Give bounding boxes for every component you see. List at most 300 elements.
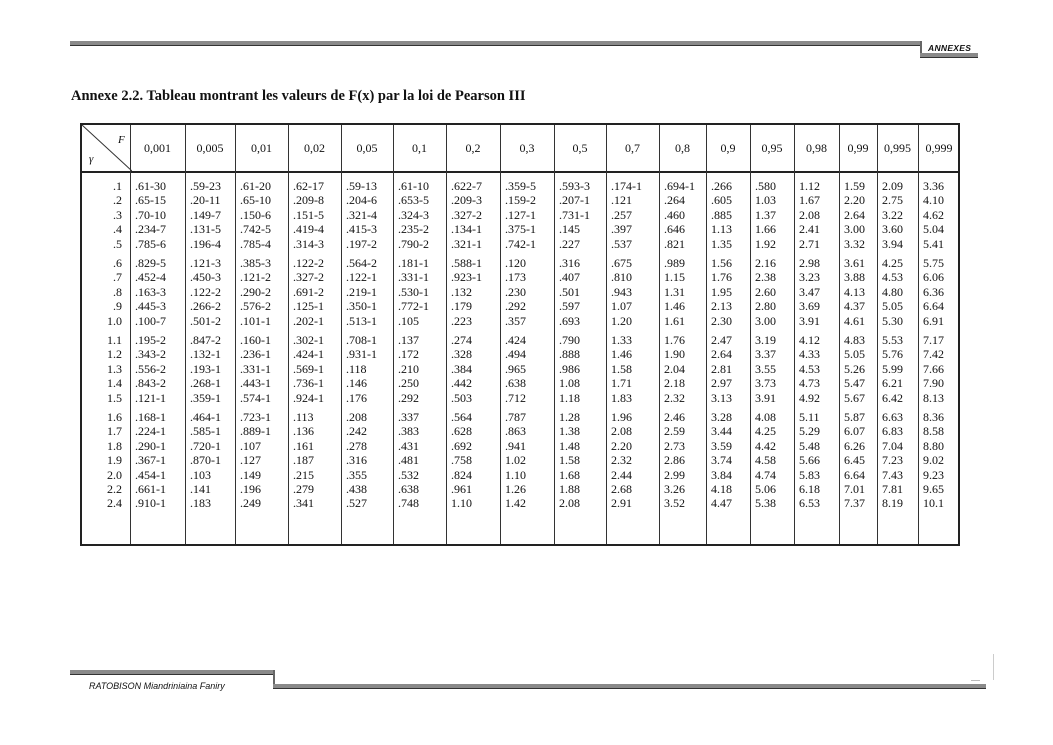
table-cell: 1.68: [559, 467, 580, 482]
table-cell: 3.47: [799, 284, 820, 299]
table-cell: .847-2: [190, 333, 221, 347]
table-cell: 3.28: [711, 410, 732, 424]
table-cell: 3.59: [711, 438, 732, 453]
gamma-value: 1.6: [107, 410, 122, 424]
table-cell: .576-2: [240, 299, 271, 314]
table-cell: .62-17: [293, 179, 324, 193]
table-cell: 5.38: [755, 496, 776, 511]
gamma-value: 1.4: [107, 376, 122, 391]
gamma-value: .2: [113, 193, 122, 208]
table-cell: .59-23: [190, 179, 221, 193]
table-cell: .65-10: [240, 193, 271, 208]
table-cell: .161: [293, 438, 314, 453]
table-cell: 4.33: [799, 347, 820, 362]
table-cell: .720-1: [190, 438, 221, 453]
column-header: 0,95: [761, 140, 783, 155]
table-cell: .337: [398, 410, 419, 424]
table-cell: 9.23: [923, 467, 944, 482]
table-cell: .910-1: [135, 496, 166, 511]
table-cell: .290-1: [135, 438, 166, 453]
column-header: 0,02: [304, 140, 325, 155]
table-cell: 1.13: [711, 222, 732, 237]
table-cell: .564-2: [346, 256, 377, 270]
table-cell: .122-2: [190, 284, 221, 299]
table-cell: 7.90: [923, 376, 944, 391]
table-cell: 2.30: [711, 313, 732, 328]
table-cell: .574-1: [240, 390, 271, 405]
table-cell: .481: [398, 453, 419, 468]
table-cell: .136: [293, 424, 314, 439]
table-cell: 4.10: [923, 193, 944, 208]
table-cell: .424: [505, 333, 526, 347]
table-cell: .407: [559, 270, 580, 285]
table-cell: 2.08: [611, 424, 632, 439]
table-cell: .454-1: [135, 467, 166, 482]
table-cell: .965: [505, 361, 526, 376]
table-cell: 6.06: [923, 270, 944, 285]
table-cell: 5.53: [882, 333, 903, 347]
table-cell: .179: [451, 299, 472, 314]
table-cell: 8.36: [923, 410, 944, 424]
table-cell: .924-1: [293, 390, 324, 405]
table-cell: .302-1: [293, 333, 324, 347]
table-cell: .443-1: [240, 376, 271, 391]
table-cell: 1.76: [711, 270, 732, 285]
table-cell: .121-2: [240, 270, 271, 285]
table-cell: 2.46: [664, 410, 685, 424]
table-cell: 1.46: [664, 299, 685, 314]
section-label: ANNEXES: [928, 43, 972, 53]
column-header: 0,99: [847, 140, 869, 155]
table-cell: .292: [398, 390, 419, 405]
table-cell: .731-1: [559, 207, 590, 222]
table-cell: .132-1: [190, 347, 221, 362]
table-cell: .316: [346, 453, 367, 468]
table-cell: .580: [755, 179, 776, 193]
table-cell: 3.44: [711, 424, 732, 439]
table-cell: 2.60: [755, 284, 776, 299]
table-cell: 1.20: [611, 313, 632, 328]
table-cell: 5.04: [923, 222, 944, 237]
column-divider: [794, 125, 795, 544]
gamma-value: .9: [113, 299, 122, 314]
table-header-row: [82, 125, 958, 173]
table-cell: .127: [240, 453, 261, 468]
table-cell: 1.37: [755, 207, 776, 222]
table-cell: .941: [505, 438, 526, 453]
table-cell: 7.66: [923, 361, 944, 376]
table-cell: 1.95: [711, 284, 732, 299]
table-cell: 5.26: [844, 361, 865, 376]
table-cell: .163-3: [135, 284, 166, 299]
gamma-value: 2.0: [107, 467, 122, 482]
column-header: 0,9: [720, 140, 736, 155]
table-cell: 2.64: [711, 347, 732, 362]
table-cell: .197-2: [346, 236, 377, 251]
table-cell: .150-6: [240, 207, 271, 222]
column-divider: [839, 125, 840, 544]
column-divider: [500, 125, 501, 544]
table-cell: .736-1: [293, 376, 324, 391]
table-cell: 1.48: [559, 438, 580, 453]
gamma-value: .6: [113, 256, 122, 270]
table-cell: .494: [505, 347, 526, 362]
table-cell: 4.08: [755, 410, 776, 424]
table-cell: .569-1: [293, 361, 324, 376]
table-cell: 1.66: [755, 222, 776, 237]
table-cell: 1.96: [611, 410, 632, 424]
column-divider: [659, 125, 660, 544]
table-cell: .532: [398, 467, 419, 482]
column-divider: [288, 125, 289, 544]
table-cell: .316: [559, 256, 580, 270]
table-cell: 1.58: [611, 361, 632, 376]
table-cell: 8.58: [923, 424, 944, 439]
table-cell: 2.08: [799, 207, 820, 222]
table-cell: 2.73: [664, 438, 685, 453]
table-cell: 7.01: [844, 482, 865, 496]
table-cell: 1.26: [505, 482, 526, 496]
column-divider: [706, 125, 707, 544]
table-cell: .202-1: [293, 313, 324, 328]
column-divider: [918, 125, 919, 544]
table-cell: .503: [451, 390, 472, 405]
table-cell: 4.58: [755, 453, 776, 468]
table-cell: .331-1: [240, 361, 271, 376]
table-cell: .149-7: [190, 207, 221, 222]
column-divider: [446, 125, 447, 544]
table-cell: .196-4: [190, 236, 221, 251]
table-cell: .268-1: [190, 376, 221, 391]
table-cell: 2.98: [799, 256, 820, 270]
table-cell: 1.03: [755, 193, 776, 208]
table-cell: 5.76: [882, 347, 903, 362]
table-cell: 2.97: [711, 376, 732, 391]
table-cell: .355: [346, 467, 367, 482]
table-cell: 1.42: [505, 496, 526, 511]
table-cell: 1.90: [664, 347, 685, 362]
table-cell: 5.99: [882, 361, 903, 376]
table-cell: .61-10: [398, 179, 429, 193]
table-cell: .452-4: [135, 270, 166, 285]
table-cell: 3.55: [755, 361, 776, 376]
table-cell: 5.66: [799, 453, 820, 468]
column-divider: [341, 125, 342, 544]
table-cell: 6.21: [882, 376, 903, 391]
table-cell: .464-1: [190, 410, 221, 424]
table-cell: .61-30: [135, 179, 166, 193]
gamma-value: 1.9: [107, 453, 122, 468]
table-cell: 5.06: [755, 482, 776, 496]
table-cell: .367-1: [135, 453, 166, 468]
table-cell: 4.53: [799, 361, 820, 376]
table-cell: 3.23: [799, 270, 820, 285]
footer-rule-step: [273, 670, 275, 685]
table-cell: .122-2: [293, 256, 324, 270]
table-cell: .419-4: [293, 222, 324, 237]
table-cell: .65-15: [135, 193, 166, 208]
table-cell: .132: [451, 284, 472, 299]
table-cell: .843-2: [135, 376, 166, 391]
table-cell: 1.02: [505, 453, 526, 468]
table-cell: 5.48: [799, 438, 820, 453]
table-cell: .207-1: [559, 193, 590, 208]
table-cell: .127-1: [505, 207, 536, 222]
table-cell: 4.37: [844, 299, 865, 314]
table-cell: 2.16: [755, 256, 776, 270]
table-cell: .961: [451, 482, 472, 496]
column-divider: [130, 125, 131, 544]
column-header: 0,3: [519, 140, 535, 155]
table-cell: 5.87: [844, 410, 865, 424]
table-cell: .692: [451, 438, 472, 453]
table-cell: 2.86: [664, 453, 685, 468]
gamma-value: .1: [113, 179, 122, 193]
table-cell: .343-2: [135, 347, 166, 362]
gamma-value: 2.2: [107, 482, 122, 496]
table-cell: .723-1: [240, 410, 271, 424]
table-cell: .107: [240, 438, 261, 453]
table-cell: 3.73: [755, 376, 776, 391]
table-cell: .431: [398, 438, 419, 453]
table-cell: 5.75: [923, 256, 944, 270]
table-cell: 2.09: [882, 179, 903, 193]
table-cell: .415-3: [346, 222, 377, 237]
table-cell: .501: [559, 284, 580, 299]
table-cell: 7.23: [882, 453, 903, 468]
table-cell: .70-10: [135, 207, 166, 222]
table-cell: 4.13: [844, 284, 865, 299]
table-cell: .375-1: [505, 222, 536, 237]
table-cell: 6.07: [844, 424, 865, 439]
table-cell: 5.29: [799, 424, 820, 439]
table-cell: .638: [505, 376, 526, 391]
gamma-value: .8: [113, 284, 122, 299]
gamma-value: .4: [113, 222, 122, 237]
table-cell: .121-1: [135, 390, 166, 405]
column-header: 0,999: [925, 140, 953, 155]
table-cell: .931-1: [346, 347, 377, 362]
table-cell: 1.71: [611, 376, 632, 391]
gamma-value: 1.3: [107, 361, 122, 376]
table-cell: .204-6: [346, 193, 377, 208]
page-edge-dash: [971, 680, 980, 681]
table-cell: 3.26: [664, 482, 685, 496]
table-cell: 4.83: [844, 333, 865, 347]
table-cell: 3.94: [882, 236, 903, 251]
table-cell: 2.91: [611, 496, 632, 511]
table-cell: .257: [611, 207, 632, 222]
table-cell: .183: [190, 496, 211, 511]
table-cell: 3.19: [755, 333, 776, 347]
table-cell: .193-1: [190, 361, 221, 376]
table-cell: .321-4: [346, 207, 377, 222]
table-cell: .176: [346, 390, 367, 405]
table-cell: 5.05: [844, 347, 865, 362]
table-cell: .661-1: [135, 482, 166, 496]
table-cell: 3.84: [711, 467, 732, 482]
table-cell: .989: [664, 256, 685, 270]
table-cell: .103: [190, 467, 211, 482]
table-cell: .145: [559, 222, 580, 237]
table-cell: 7.37: [844, 496, 865, 511]
table-cell: 1.92: [755, 236, 776, 251]
table-cell: .59-13: [346, 179, 377, 193]
table-cell: 2.20: [611, 438, 632, 453]
table-cell: .350-1: [346, 299, 377, 314]
table-cell: .279: [293, 482, 314, 496]
table-cell: .675: [611, 256, 632, 270]
table-cell: 6.45: [844, 453, 865, 468]
corner-label-f: F: [118, 134, 125, 146]
table-cell: .653-5: [398, 193, 429, 208]
table-cell: .266-2: [190, 299, 221, 314]
table-cell: 1.10: [451, 496, 472, 511]
table-cell: 1.58: [559, 453, 580, 468]
table-cell: .122-1: [346, 270, 377, 285]
table-cell: .141: [190, 482, 211, 496]
table-cell: 2.08: [559, 496, 580, 511]
table-cell: .888: [559, 347, 580, 362]
table-cell: .321-1: [451, 236, 482, 251]
table-cell: .100-7: [135, 313, 166, 328]
table-cell: 3.36: [923, 179, 944, 193]
table-cell: 1.46: [611, 347, 632, 362]
table-cell: .383: [398, 424, 419, 439]
footer-author: RATOBISON Miandriniaina Faniry: [89, 681, 225, 691]
header-rule: [70, 41, 922, 46]
table-cell: 1.83: [611, 390, 632, 405]
table-cell: .137: [398, 333, 419, 347]
table-cell: 4.53: [882, 270, 903, 285]
table-cell: 4.47: [711, 496, 732, 511]
table-cell: .101-1: [240, 313, 271, 328]
table-cell: .442: [451, 376, 472, 391]
table-cell: 10.1: [923, 496, 944, 511]
table-cell: .61-20: [240, 179, 271, 193]
table-cell: .889-1: [240, 424, 271, 439]
table-cell: .236-1: [240, 347, 271, 362]
table-cell: 2.59: [664, 424, 685, 439]
table-cell: .748: [398, 496, 419, 511]
table-cell: .597: [559, 299, 580, 314]
table-cell: .691-2: [293, 284, 324, 299]
table-cell: .758: [451, 453, 472, 468]
table-cell: .274: [451, 333, 472, 347]
table-cell: .149: [240, 467, 261, 482]
table-cell: 5.30: [882, 313, 903, 328]
table-cell: 3.91: [755, 390, 776, 405]
table-cell: .923-1: [451, 270, 482, 285]
table-cell: .790-2: [398, 236, 429, 251]
table-cell: .120: [505, 256, 526, 270]
table-cell: .266: [711, 179, 732, 193]
table-cell: 6.91: [923, 313, 944, 328]
column-divider: [235, 125, 236, 544]
table-cell: 1.67: [799, 193, 820, 208]
table-cell: .787: [505, 410, 526, 424]
table-cell: 9.65: [923, 482, 944, 496]
table-cell: .227: [559, 236, 580, 251]
table-cell: 2.13: [711, 299, 732, 314]
table-cell: .125-1: [293, 299, 324, 314]
table-cell: 3.60: [882, 222, 903, 237]
table-cell: .829-5: [135, 256, 166, 270]
table-cell: .870-1: [190, 453, 221, 468]
table-cell: 3.37: [755, 347, 776, 362]
table-cell: 1.76: [664, 333, 685, 347]
table-cell: .588-1: [451, 256, 482, 270]
table-cell: .501-2: [190, 313, 221, 328]
table-cell: .324-3: [398, 207, 429, 222]
table-cell: .146: [346, 376, 367, 391]
table-cell: 4.25: [755, 424, 776, 439]
table-cell: 2.81: [711, 361, 732, 376]
table-cell: 8.19: [882, 496, 903, 511]
table-cell: 2.41: [799, 222, 820, 237]
gamma-value: 2.4: [107, 496, 122, 511]
footer-rule-left: [70, 670, 275, 675]
table-cell: 5.83: [799, 467, 820, 482]
table-cell: .450-3: [190, 270, 221, 285]
table-cell: 3.88: [844, 270, 865, 285]
table-cell: .249: [240, 496, 261, 511]
table-cell: .943: [611, 284, 632, 299]
table-cell: .331-1: [398, 270, 429, 285]
table-cell: 4.80: [882, 284, 903, 299]
table-cell: 3.32: [844, 236, 865, 251]
column-header: 0,995: [884, 140, 911, 155]
table-cell: .863: [505, 424, 526, 439]
table-cell: 6.63: [882, 410, 903, 424]
table-cell: 1.33: [611, 333, 632, 347]
table-cell: 2.20: [844, 193, 865, 208]
table-cell: .385-3: [240, 256, 271, 270]
table-cell: .693: [559, 313, 580, 328]
table-cell: .208: [346, 410, 367, 424]
table-cell: .327-2: [293, 270, 324, 285]
table-cell: 2.80: [755, 299, 776, 314]
table-cell: .445-3: [135, 299, 166, 314]
column-divider: [606, 125, 607, 544]
gamma-value: 1.7: [107, 424, 122, 439]
table-cell: .160-1: [240, 333, 271, 347]
table-cell: 4.25: [882, 256, 903, 270]
table-cell: .278: [346, 438, 367, 453]
table-cell: .327-2: [451, 207, 482, 222]
table-cell: .742-5: [240, 222, 271, 237]
table-cell: .210: [398, 361, 419, 376]
column-header: 0,5: [572, 140, 588, 155]
table-cell: .357: [505, 313, 526, 328]
table-cell: .174-1: [611, 179, 642, 193]
table-cell: 4.74: [755, 467, 776, 482]
table-cell: 2.04: [664, 361, 685, 376]
table-cell: .646: [664, 222, 685, 237]
table-cell: 2.18: [664, 376, 685, 391]
table-cell: .159-2: [505, 193, 536, 208]
table-cell: .605: [711, 193, 732, 208]
column-divider: [554, 125, 555, 544]
table-cell: 6.36: [923, 284, 944, 299]
table-cell: 7.81: [882, 482, 903, 496]
table-cell: 8.13: [923, 390, 944, 405]
table-cell: .712: [505, 390, 526, 405]
table-cell: .230: [505, 284, 526, 299]
table-cell: 2.38: [755, 270, 776, 285]
table-cell: .219-1: [346, 284, 377, 299]
table-cell: .384: [451, 361, 472, 376]
